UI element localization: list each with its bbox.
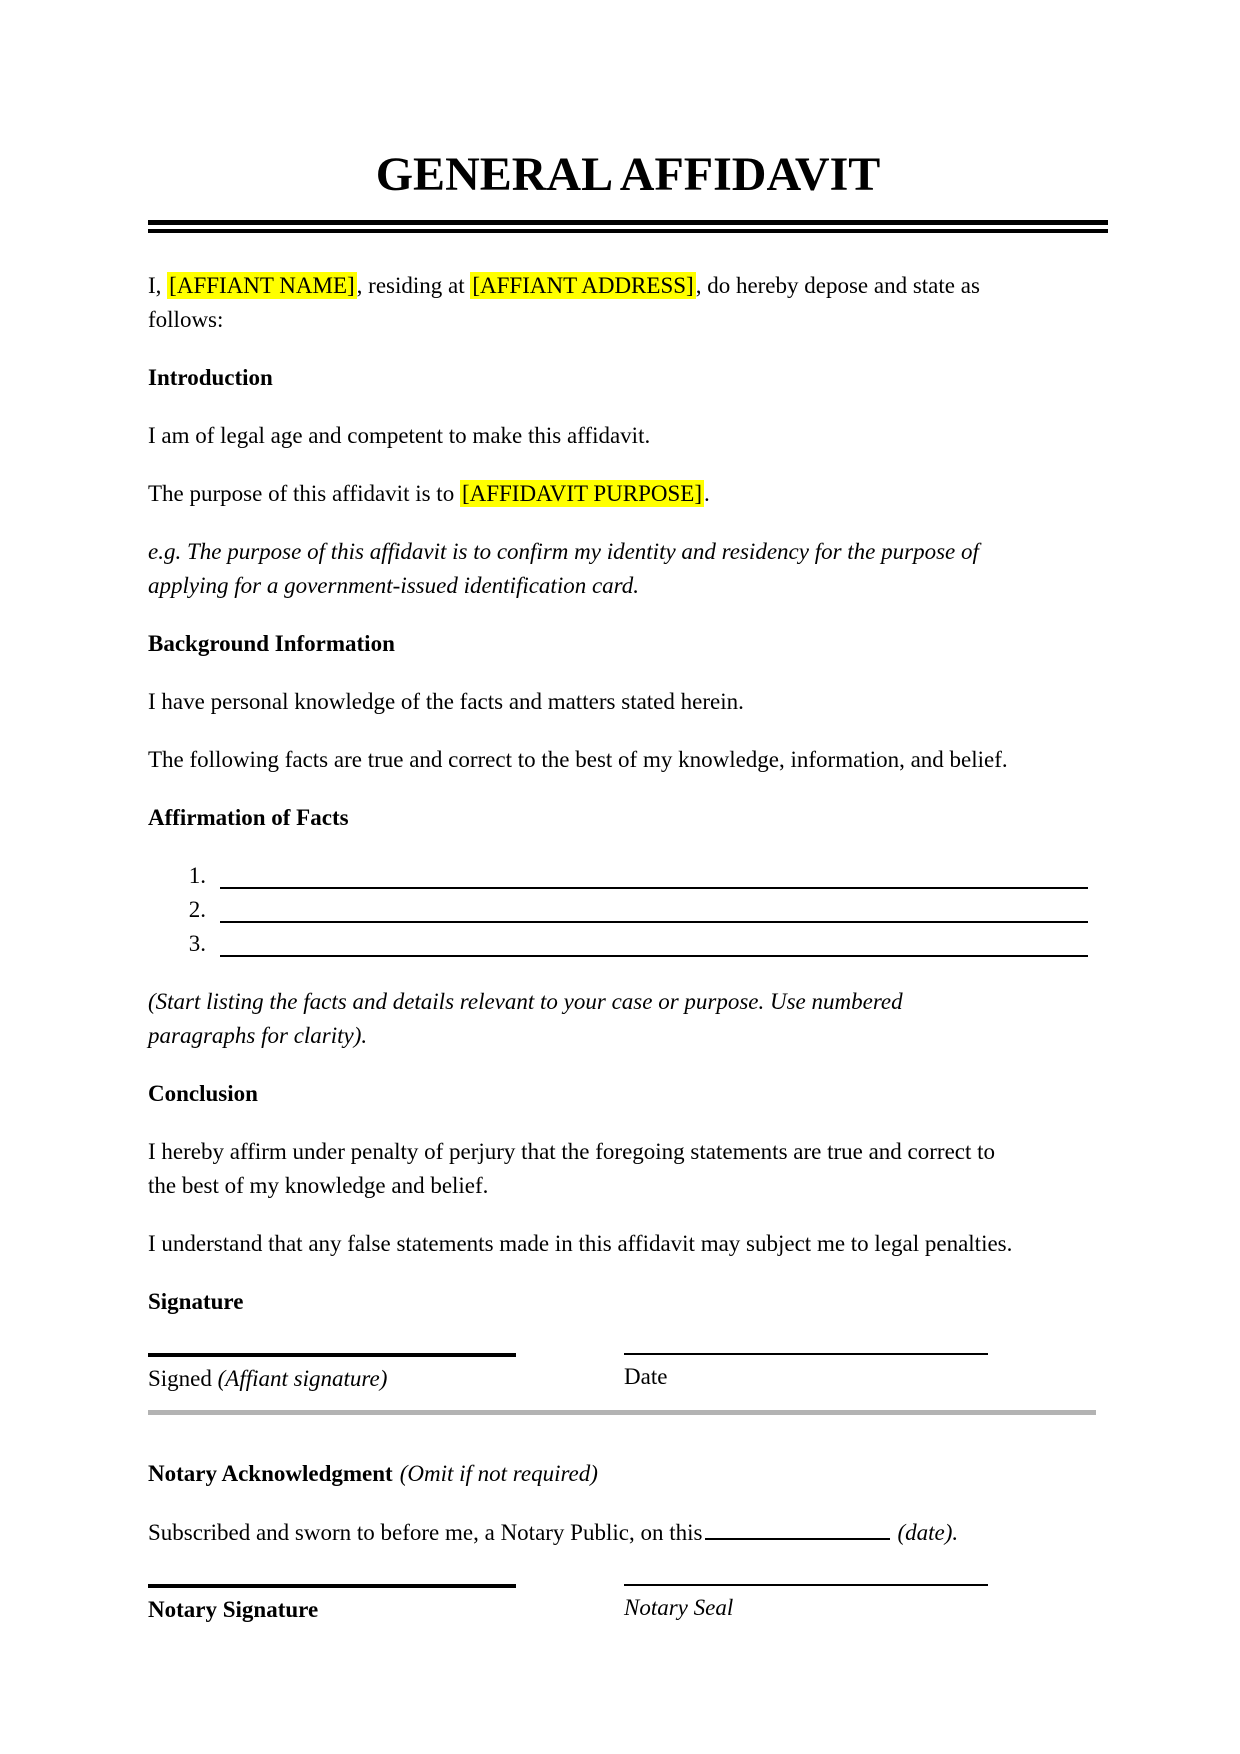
purpose-post: . — [704, 481, 710, 506]
sworn-line — [148, 1515, 1108, 1550]
opening-seg3: , do hereby depose and state as — [695, 273, 980, 298]
facts-list — [148, 859, 1108, 961]
date-hint: (date). — [897, 1520, 959, 1545]
fact-fill-line-2[interactable] — [220, 893, 1088, 923]
heading-affirmation-of-facts: Affirmation of Facts — [148, 805, 349, 830]
paragraph-perjury: I hereby affirm under penalty of perjury that the foregoing statements are true and correct to the best of my knowledge and belief. — [148, 1139, 996, 1198]
signed-line[interactable] — [148, 1353, 516, 1396]
fact-row-2 — [148, 893, 1088, 927]
notary-omit-note: (Omit if not required) — [399, 1461, 598, 1486]
affiant-name-placeholder[interactable]: [AFFIANT NAME] — [169, 273, 355, 298]
title-double-rule — [148, 220, 1108, 233]
fact-number-3: 3. — [188, 931, 206, 956]
fact-fill-line-3[interactable] — [220, 927, 1088, 957]
paragraph-sworn — [148, 1515, 1108, 1550]
fact-row-3 — [148, 927, 1088, 961]
heading-notary-acknowledgment — [148, 1457, 1108, 1491]
heading-signature: Signature — [148, 1289, 244, 1314]
sworn-pre: Subscribed and sworn to before me, a Notary Public, on this — [148, 1520, 703, 1545]
opening-seg1: I, — [148, 273, 168, 298]
note-start-listing: (Start listing the facts and details relevant to your case or purpose. Use numbered paragraphs for clarity). — [148, 989, 903, 1048]
paragraph-facts-true: The following facts are true and correct to the best of my knowledge, information, and belief. — [148, 747, 1008, 772]
opening-paragraph — [148, 269, 1108, 337]
date-label: Date — [624, 1364, 668, 1389]
notary-signature-line[interactable] — [148, 1584, 516, 1627]
note-purpose-example: e.g. The purpose of this affidavit is to confirm my identity and residency for the purpose of applying for a government-issued identification card. — [148, 539, 979, 598]
notary-signature-row — [148, 1584, 1108, 1627]
opening-line-1 — [148, 269, 1108, 303]
paragraph-false-statements: I understand that any false statements made in this affidavit may subject me to legal penalties. — [148, 1231, 1013, 1256]
document-title: GENERAL AFFIDAVIT — [375, 148, 881, 201]
fact-number-1: 1. — [188, 863, 206, 888]
fact-number-2: 2. — [188, 897, 206, 922]
heading-background-information: Background Information — [148, 631, 395, 656]
notary-heading-text: Notary Acknowledgment — [148, 1461, 393, 1486]
fact-row-1 — [148, 859, 1088, 893]
paragraph-personal-knowledge: I have personal knowledge of the facts and matters stated herein. — [148, 689, 744, 714]
affidavit-purpose-placeholder[interactable]: [AFFIDAVIT PURPOSE] — [461, 481, 702, 506]
notary-seal-line[interactable] — [624, 1584, 988, 1627]
signature-row — [148, 1353, 1108, 1396]
opening-line-2: follows: — [148, 307, 224, 332]
section-divider — [148, 1410, 1096, 1415]
purpose-line — [148, 477, 1108, 511]
date-line[interactable] — [624, 1353, 988, 1396]
purpose-pre: The purpose of this affidavit is to — [148, 481, 460, 506]
signed-label: Signed — [148, 1366, 218, 1391]
fact-fill-line-1[interactable] — [220, 859, 1088, 889]
signed-hint: (Affiant signature) — [217, 1366, 388, 1391]
opening-seg2: , residing at — [356, 273, 471, 298]
heading-conclusion: Conclusion — [148, 1081, 258, 1106]
notary-signature-label: Notary Signature — [148, 1597, 319, 1622]
paragraph-legal-age: I am of legal age and competent to make this affidavit. — [148, 423, 651, 448]
affiant-address-placeholder[interactable]: [AFFIANT ADDRESS] — [472, 273, 694, 298]
paragraph-purpose — [148, 477, 1108, 511]
notary-seal-label: Notary Seal — [624, 1595, 734, 1620]
notary-date-blank[interactable] — [705, 1515, 890, 1540]
heading-introduction: Introduction — [148, 365, 273, 390]
